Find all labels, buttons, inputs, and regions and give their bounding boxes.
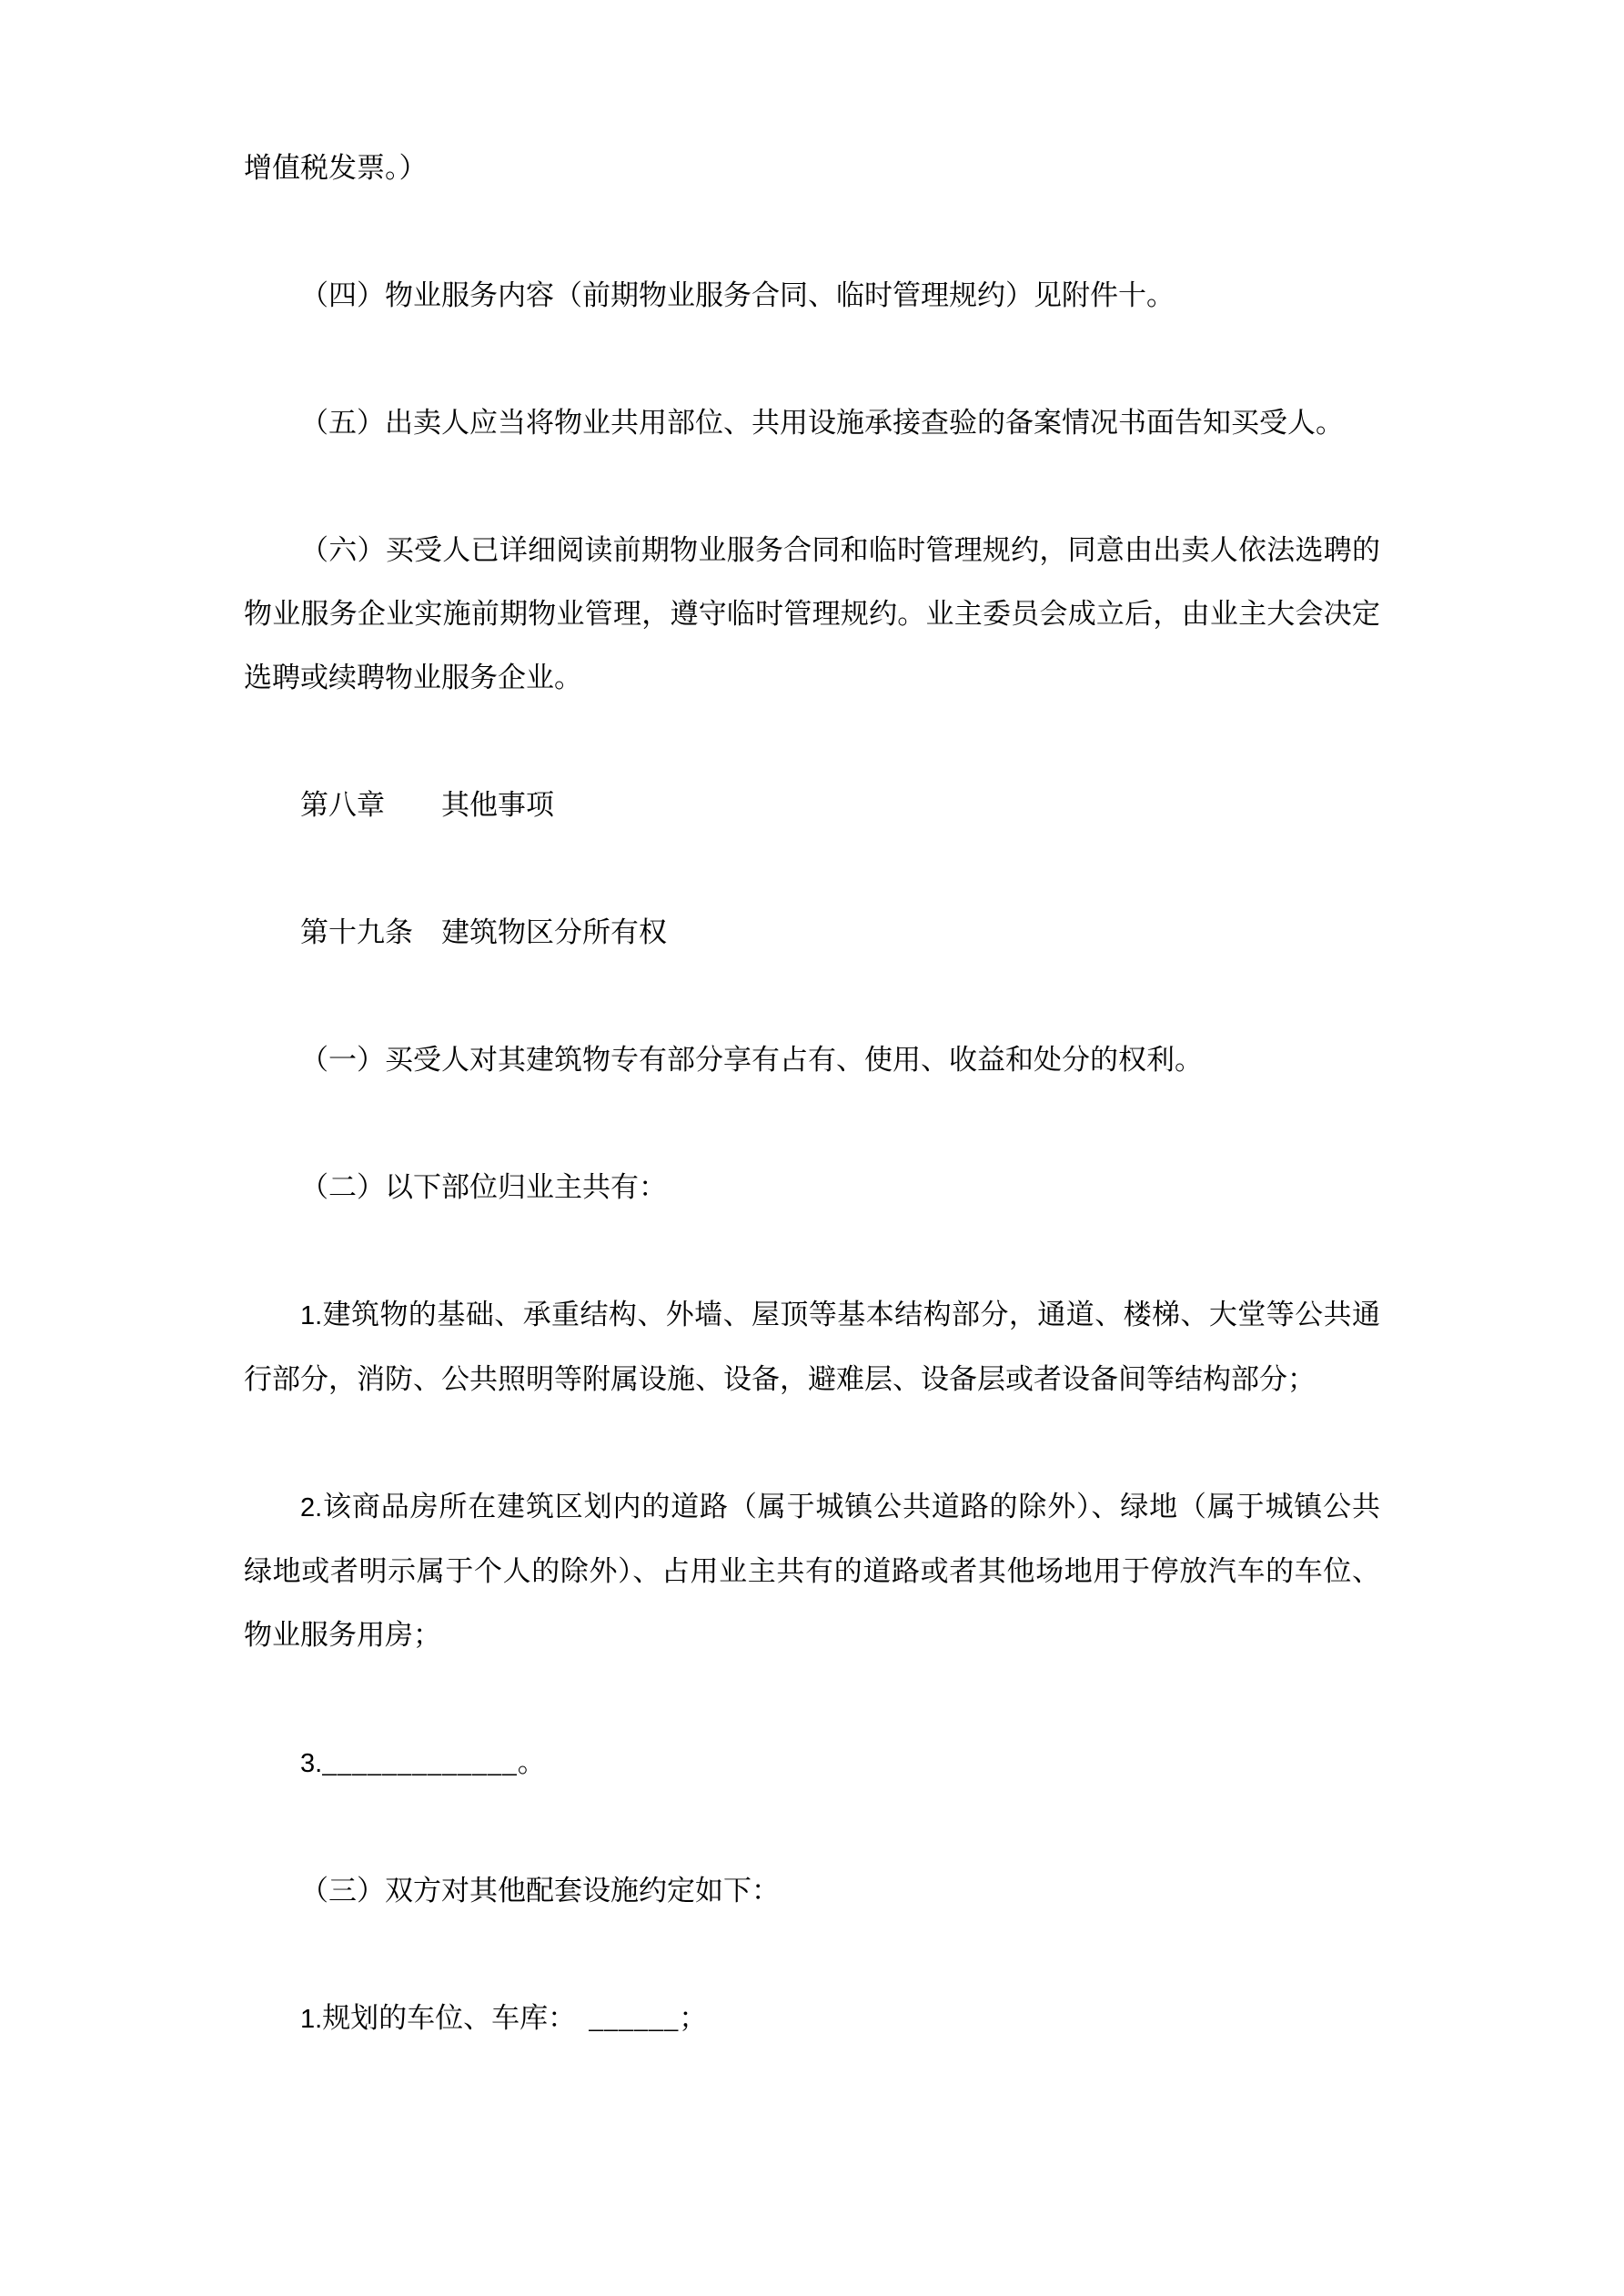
list-number: 2. bbox=[300, 1493, 323, 1522]
para-sub-3-fill-in-blank bbox=[244, 1731, 1380, 1795]
blank-underline: ______ bbox=[589, 2002, 680, 2034]
para-clause-6-buyer-read-agreement bbox=[244, 519, 1380, 710]
para-clause-5-acceptance-inspection bbox=[244, 391, 1380, 455]
article-heading: 第十九条 建筑物区分所有权 bbox=[300, 916, 667, 948]
text-line bbox=[244, 1731, 1380, 1795]
list-number: 3. bbox=[300, 1749, 323, 1778]
para-item-3-other-facilities-intro bbox=[244, 1859, 1380, 1923]
text-line bbox=[244, 1283, 1380, 1348]
para-tail-vat-invoice bbox=[244, 137, 1380, 200]
text-run: ； bbox=[679, 2002, 708, 2034]
para-sub-2-roads-greenery bbox=[244, 1475, 1380, 1667]
text-line: 增值税发票。） bbox=[244, 152, 428, 184]
list-number: 1. bbox=[300, 2005, 323, 2034]
text-line: （五）出卖人应当将物业共用部位、共用设施承接查验的备案情况书面告知买受人。 bbox=[300, 407, 1344, 439]
text-line bbox=[244, 1987, 1380, 2051]
text-line: 行部分，消防、公共照明等附属设施、设备，避难层、设备层或者设备间等结构部分； bbox=[244, 1363, 1316, 1395]
text-run: 。 bbox=[517, 1746, 546, 1778]
text-run: 该商品房所在建筑区划内的道路（属于城镇公共道路的除外）、绿地（属于城镇公共 bbox=[322, 1491, 1380, 1522]
text-line: 物业服务用房； bbox=[244, 1619, 441, 1651]
text-line: （四）物业服务内容（前期物业服务合同、临时管理规约）见附件十。 bbox=[300, 279, 1175, 311]
para-item-1-exclusive-rights bbox=[244, 1028, 1380, 1092]
blank-underline: _____________ bbox=[322, 1746, 518, 1778]
para-item-2-shared-parts-intro bbox=[244, 1156, 1380, 1219]
text-line: （一）买受人对其建筑物专有部分享有占有、使用、收益和处分的权利。 bbox=[300, 1044, 1203, 1076]
text-line: （三）双方对其他配套设施约定如下： bbox=[300, 1875, 780, 1907]
text-line: （二）以下部位归业主共有： bbox=[300, 1171, 667, 1203]
text-run: 建筑物的基础、承重结构、外墙、屋顶等基本结构部分，通道、楼梯、大堂等公共通 bbox=[322, 1299, 1380, 1330]
text-line: 选聘或续聘物业服务企业。 bbox=[244, 662, 582, 693]
text-line: 绿地或者明示属于个人的除外）、占用业主共有的道路或者其他场地用于停放汽车的车位、 bbox=[244, 1555, 1380, 1587]
chapter-heading: 第八章 其他事项 bbox=[300, 789, 554, 821]
heading-article-19-building-ownership bbox=[244, 901, 1380, 965]
text-line bbox=[244, 1475, 1380, 1540]
para-sub-1-planned-parking bbox=[244, 1987, 1380, 2051]
heading-chapter-8-other-matters bbox=[244, 774, 1380, 837]
text-line: 物业服务企业实施前期物业管理，遵守临时管理规约。业主委员会成立后，由业主大会决定 bbox=[244, 598, 1380, 630]
list-number: 1. bbox=[300, 1301, 323, 1330]
para-clause-4-property-service-content bbox=[244, 264, 1380, 328]
para-sub-1-basic-structure bbox=[244, 1283, 1380, 1411]
text-line: （六）买受人已详细阅读前期物业服务合同和临时管理规约，同意由出卖人依法选聘的 bbox=[300, 534, 1380, 566]
text-run: 规划的车位、车库： bbox=[322, 2002, 577, 2034]
